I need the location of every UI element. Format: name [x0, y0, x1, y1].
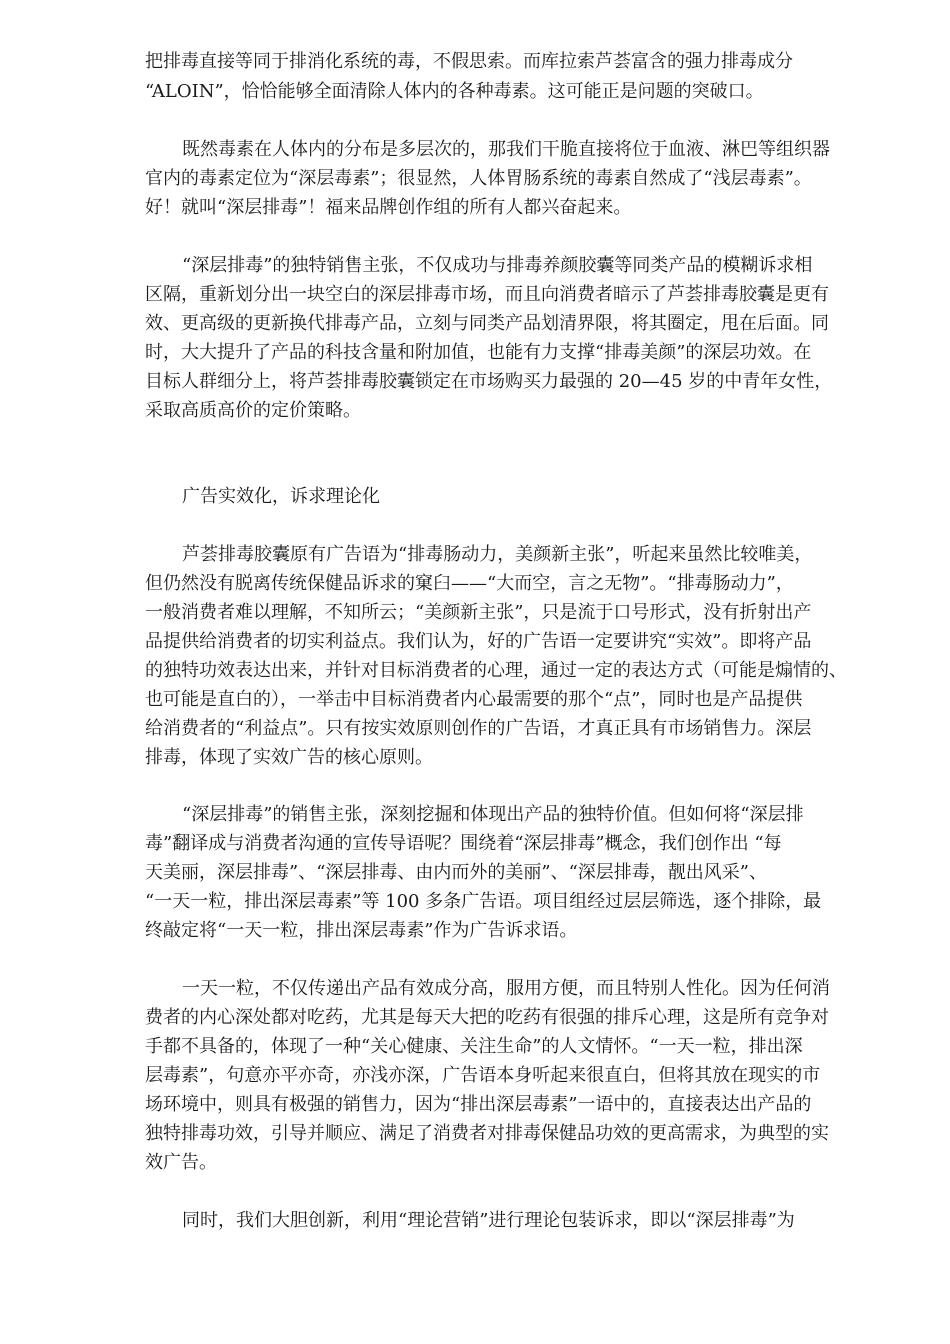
text-line: 目标人群细分上，将芦荟排毒胶囊锁定在市场购买力最强的 20—45 岁的中青年女性， [145, 371, 833, 392]
text-line: 一般消费者难以理解，不知所云；“美颜新主张”，只是流于口号形式，没有折射出产 [145, 602, 812, 623]
text-line: 终敲定将“一天一粒，排出深层毒素”作为广告诉求语。 [145, 920, 578, 941]
paragraph-first-line: 同时，我们大胆创新，利用“理论营销”进行理论包装诉求，即以“深层排毒”为 [182, 1210, 795, 1231]
text-line: 手都不具备的，体现了一种“关心健康、关注生命”的人文情怀。“一天一粒，排出深 [145, 1036, 803, 1057]
text-line: 层毒素”，句意亦平亦奇，亦浅亦深，广告语本身听起来很直白，但将其放在现实的市 [145, 1065, 821, 1086]
paragraph-first-line: “深层排毒”的销售主张，深刻挖掘和体现出产品的独特价值。但如何将“深层排 [182, 804, 804, 825]
text-line: 的独特功效表达出来，并针对目标消费者的心理，通过一定的表达方式（可能是煽情的、 [145, 660, 847, 681]
text-line: 但仍然没有脱离传统保健品诉求的窠臼——“大而空，言之无物”。“排毒肠动力”， [145, 573, 794, 594]
paragraph-first-line: 一天一粒，不仅传递出产品有效成分高，服用方便，而且特别人性化。因为任何消 [182, 978, 830, 999]
text-line: 品提供给消费者的切实利益点。我们认为，好的广告语一定要讲究“实效”。即将产品 [145, 631, 812, 652]
text-line: 官内的毒素定位为“深层毒素”；很显然，人体胃肠系统的毒素自然成了“浅层毒素”。 [145, 168, 812, 189]
paragraph-first-line: 既然毒素在人体内的分布是多层次的，那我们干脆直接将位于血液、淋巴等组织器 [182, 139, 830, 160]
text-line: “一天一粒，排出深层毒素”等 100 多条广告语。项目组经过层层筛选，逐个排除，最 [145, 891, 822, 912]
text-line: 给消费者的“利益点”。只有按实效原则创作的广告语，才真正具有市场销售力。深层 [145, 718, 812, 739]
text-line: 独特排毒功效，引导并顺应、满足了消费者对排毒保健品功效的更高需求，为典型的实 [145, 1123, 829, 1144]
text-line: “ALOIN”，恰恰能够全面清除人体内的各种毒素。这可能正是问题的突破口。 [145, 81, 764, 102]
section-heading: 广告实效化，诉求理论化 [182, 486, 380, 507]
text-line: 天美丽，深层排毒”、“深层排毒、由内而外的美丽”、“深层排毒，靓出风采”、 [145, 862, 768, 883]
text-line: 把排毒直接等同于排消化系统的毒，不假思索。而库拉索芦荟富含的强力排毒成分 [145, 51, 793, 72]
text-line: 时，大大提升了产品的科技含量和附加值，也能有力支撑“排毒美颜”的深层功效。在 [145, 342, 812, 363]
text-line: 也可能是直白的），一举击中目标消费者内心最需要的那个“点”，同时也是产品提供 [145, 689, 803, 710]
text-line: 采取高质高价的定价策略。 [145, 400, 361, 421]
text-line: 毒”翻译成与消费者沟通的宣传导语呢？围绕着“深层排毒”概念，我们创作出 “每 [145, 833, 782, 854]
text-line: 效广告。 [145, 1152, 217, 1173]
paragraph-first-line: 芦荟排毒胶囊原有广告语为“排毒肠动力，美颜新主张”，听起来虽然比较唯美， [182, 544, 813, 565]
paragraph-first-line: “深层排毒”的独特销售主张，不仅成功与排毒养颜胶囊等同类产品的模糊诉求相 [182, 255, 813, 276]
text-line: 费者的内心深处都对吃药，尤其是每天大把的吃药有很强的排斥心理，这是所有竞争对 [145, 1007, 829, 1028]
text-line: 好！就叫“深层排毒”！福来品牌创作组的所有人都兴奋起来。 [145, 197, 632, 218]
text-line: 区隔，重新划分出一块空白的深层排毒市场，而且向消费者暗示了芦荟排毒胶囊是更有 [145, 284, 829, 305]
text-line: 排毒，体现了实效广告的核心原则。 [145, 747, 433, 768]
text-line: 效、更高级的更新换代排毒产品，立刻与同类产品划清界限，将其圈定，甩在后面。同 [145, 313, 829, 334]
text-line: 场环境中，则具有极强的销售力，因为“排出深层毒素”一语中的，直接表达出产品的 [145, 1094, 812, 1115]
